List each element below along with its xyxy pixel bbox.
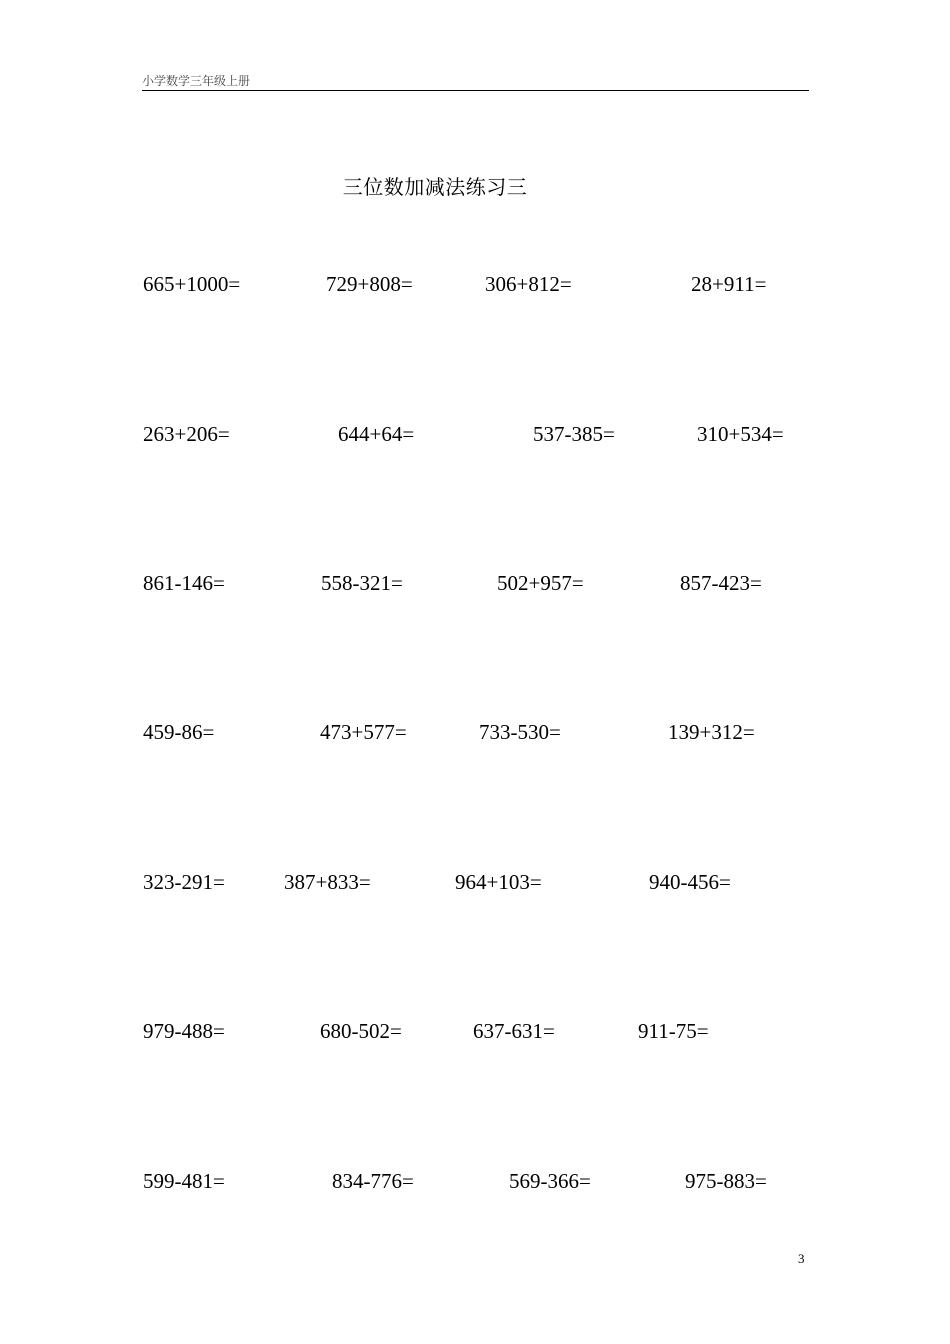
problem-item: 459-86= bbox=[143, 720, 215, 744]
problem-item: 537-385= bbox=[533, 422, 615, 446]
problem-item: 569-366= bbox=[509, 1169, 591, 1193]
problem-item: 940-456= bbox=[649, 870, 731, 894]
problem-item: 599-481= bbox=[143, 1169, 225, 1193]
problem-item: 733-530= bbox=[479, 720, 561, 744]
problem-item: 964+103= bbox=[455, 870, 542, 894]
problem-item: 834-776= bbox=[332, 1169, 414, 1193]
problem-item: 637-631= bbox=[473, 1019, 555, 1043]
problem-item: 558-321= bbox=[321, 571, 403, 595]
problem-item: 857-423= bbox=[680, 571, 762, 595]
problem-item: 502+957= bbox=[497, 571, 584, 595]
problem-item: 28+911= bbox=[691, 272, 767, 296]
problem-item: 975-883= bbox=[685, 1169, 767, 1193]
problem-item: 306+812= bbox=[485, 272, 572, 296]
problem-item: 665+1000= bbox=[143, 272, 241, 296]
page-title: 三位数加减法练习三 bbox=[342, 175, 528, 199]
problem-item: 387+833= bbox=[284, 870, 371, 894]
problem-item: 323-291= bbox=[143, 870, 225, 894]
problem-item: 979-488= bbox=[143, 1019, 225, 1043]
problem-item: 729+808= bbox=[326, 272, 413, 296]
problem-item: 911-75= bbox=[638, 1019, 709, 1043]
header-text: 小学数学三年级上册 bbox=[142, 74, 251, 88]
problem-item: 680-502= bbox=[320, 1019, 402, 1043]
problem-item: 473+577= bbox=[320, 720, 407, 744]
problem-item: 861-146= bbox=[143, 571, 225, 595]
problem-item: 263+206= bbox=[143, 422, 230, 446]
problem-item: 310+534= bbox=[697, 422, 784, 446]
problem-item: 139+312= bbox=[668, 720, 755, 744]
problem-item: 644+64= bbox=[338, 422, 415, 446]
page-number: 3 bbox=[798, 1251, 805, 1266]
